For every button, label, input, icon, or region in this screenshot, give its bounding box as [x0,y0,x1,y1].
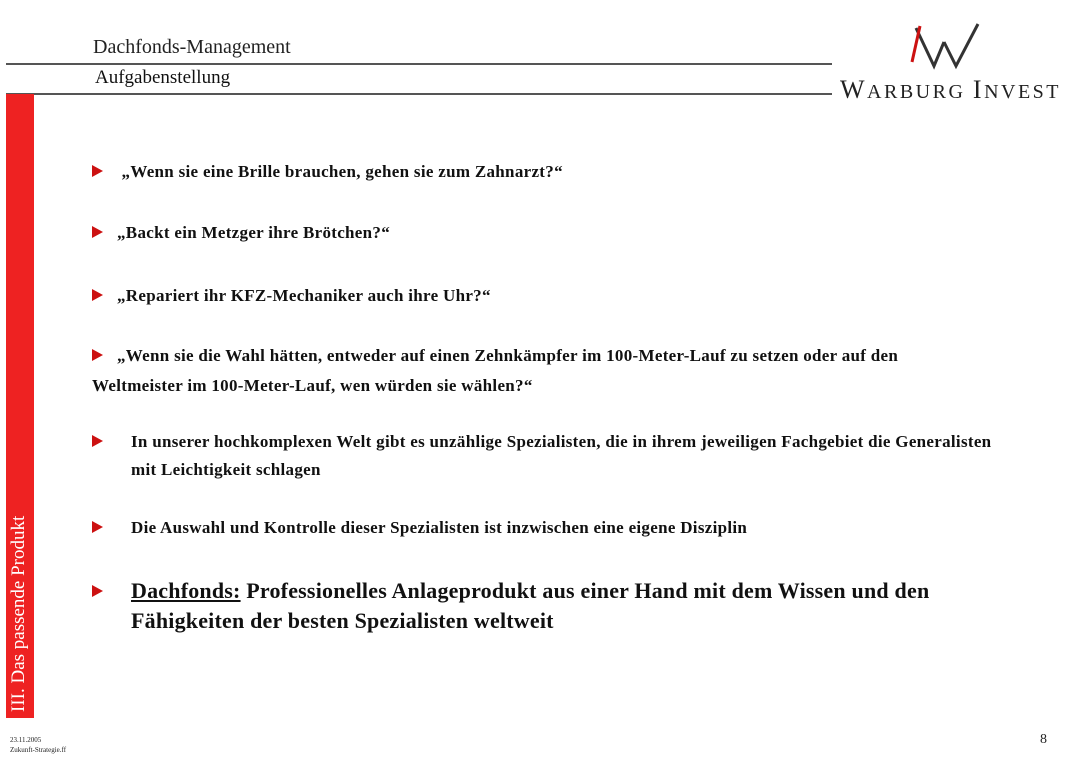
bullet-1-text: „Wenn sie eine Brille brauchen, gehen sie zum Zahnarzt?“ [117,162,563,181]
bullet-7 [92,576,991,636]
header-bottom-rule [6,93,832,95]
bullet-3 [92,281,972,311]
red-triangle-arrow-icon [92,521,103,533]
logo-word-invest: NVEST [984,81,1062,103]
red-triangle-arrow-icon [92,435,103,447]
bullet-5 [92,428,1011,484]
header-subtitle: Aufgabenstellung [95,67,231,88]
red-triangle-arrow-icon [92,165,103,177]
bullet-2-text: „Backt ein Metzger ihre Brötchen?“ [117,223,391,242]
bullet-7-text: Professionelles Anlageprodukt aus einer Hand mit dem Wissen und den Fähigkeiten der besten Spezialisten weltweit [131,578,930,633]
bullet-7-lead: Dachfonds: [131,578,241,603]
logo-wordmark [840,75,1061,105]
red-triangle-arrow-icon [92,349,103,361]
bullet-4-text: „Wenn sie die Wahl hätten, entweder auf einen Zehnkämpfer im 100-Meter-Lauf zu setzen oder auf den Weltmeister im 100-Meter-Lauf, wen würden sie wählen?“ [92,346,899,395]
logo-initial-w: W [840,75,868,104]
header-title: Dachfonds-Management [93,36,291,58]
logo-word-warburg: ARBURG [867,81,966,103]
bullet-1 [92,157,972,187]
header-top-rule [6,63,832,65]
footer-date: 23.11.2005 [10,736,42,744]
bullet-5-text: In unserer hochkomplexen Welt gibt es unzählige Spezialisten, die in ihrem jeweiligen Fachgebiet die Generalisten mit Leichtigkeit schlagen [131,432,992,479]
bullet-6-text: Die Auswahl und Kontrolle dieser Spezialisten ist inzwischen eine eigene Disziplin [131,518,748,537]
red-triangle-arrow-icon [92,585,103,597]
page-number: 8 [1040,732,1047,747]
section-label: III. Das passende Produkt [8,515,29,712]
red-triangle-arrow-icon [92,289,103,301]
footer-filename: Zukunft-Strategie.ff [10,746,67,754]
bullet-3-text: „Repariert ihr KFZ-Mechaniker auch ihre Uhr?“ [117,286,491,305]
logo-initial-i: I [972,75,985,104]
bullet-4 [92,341,972,401]
warburg-logo-icon [908,20,988,70]
bullet-2 [92,218,972,248]
bullet-6 [92,513,1011,543]
red-triangle-arrow-icon [92,226,103,238]
